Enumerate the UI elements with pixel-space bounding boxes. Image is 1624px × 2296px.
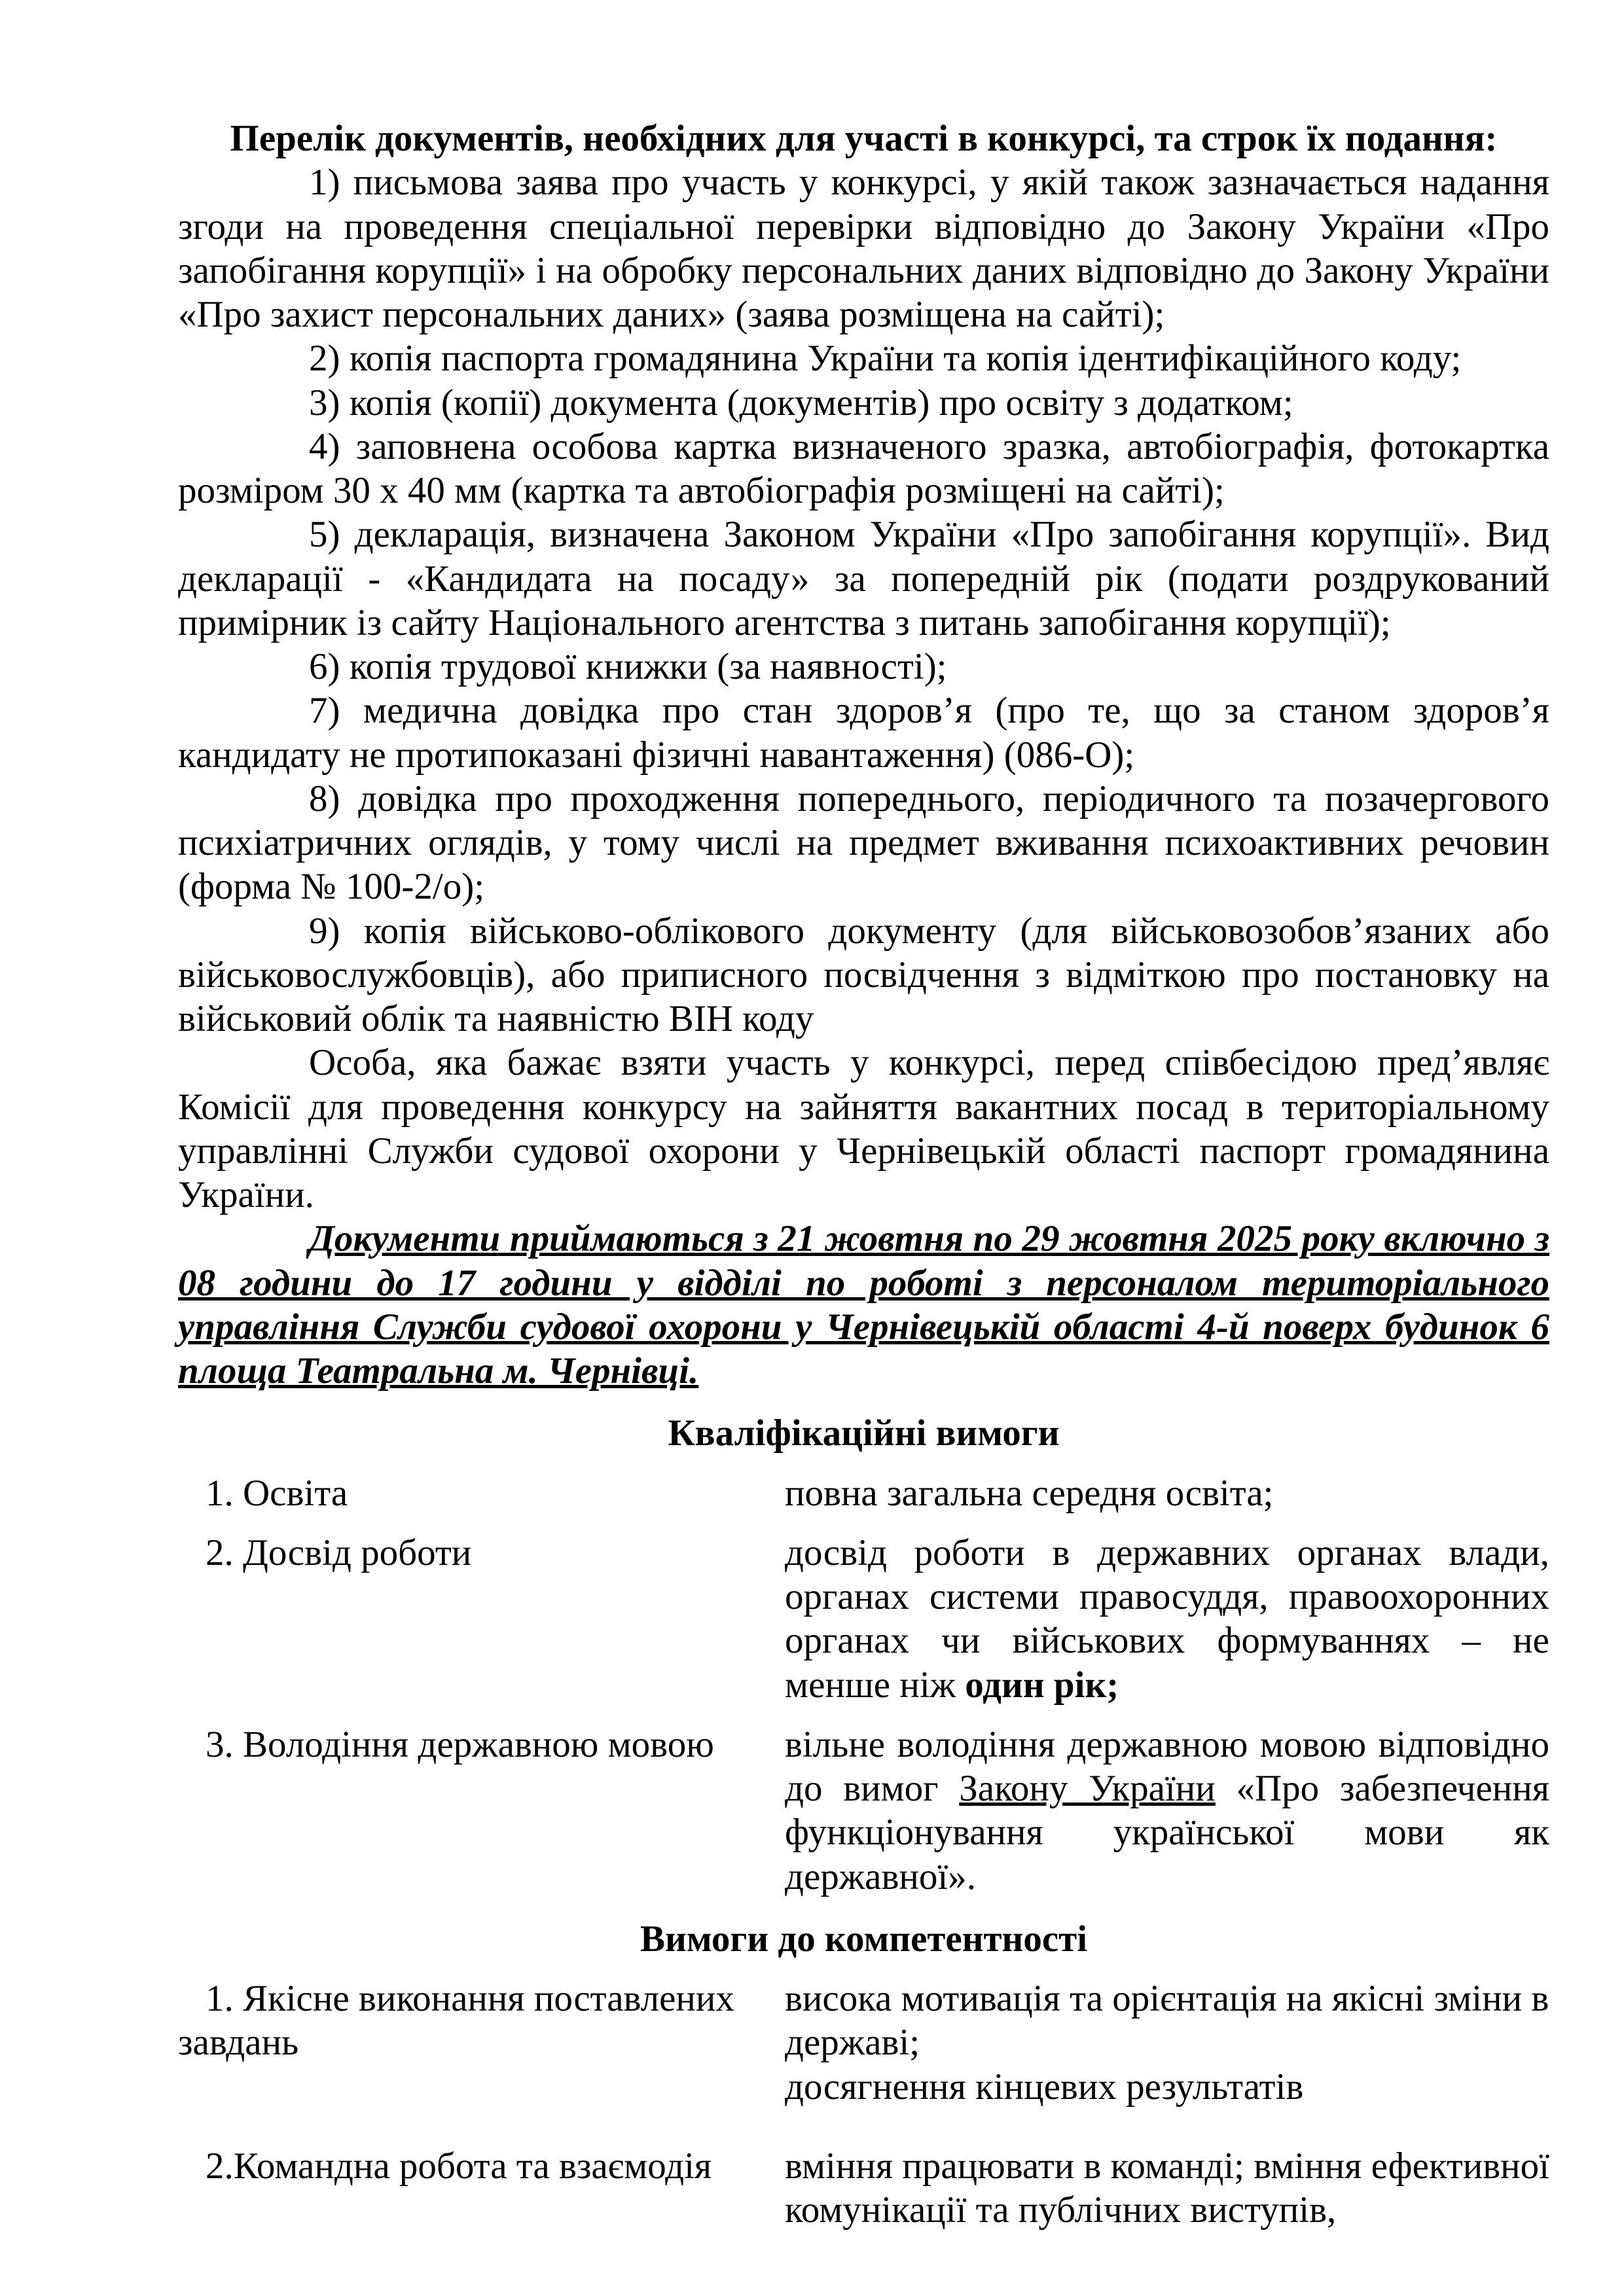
document-title: Перелік документів, необхідних для участі в конкурсі, та строк їх подання: xyxy=(230,118,1498,159)
requirement-value: вміння працювати в команді; вміння ефективної комунікації та публічних виступів, xyxy=(785,2145,1549,2231)
paragraph-passport-copy: 2) копія паспорта громадянина України та копія ідентифікаційного коду; xyxy=(309,338,1462,380)
paragraph-work-record: 6) копія трудової книжки (за наявності); xyxy=(309,646,947,687)
requirement-value-bold: один рік; xyxy=(965,1664,1119,1706)
paragraph-personal-card: 4) заповнена особова картка визначеного зразка, автобіографія, фотокартка розміром 30 х 40 мм (картка та автобіографія розміщені на сайті); xyxy=(178,425,1549,511)
requirement-label: 2.Командна робота та взаємодія xyxy=(206,2145,712,2187)
paragraph-medical-certificate: 7) медична довідка про стан здоров’я (про те, що за станом здоров’я кандидату не протипоказані фізичні навантаження) (086-О); xyxy=(178,690,1549,776)
law-reference-underlined: Закону України xyxy=(959,1768,1216,1809)
qualification-row-education xyxy=(178,1471,1549,1515)
requirement-value-text: досвід роботи в державних органах влади, органах системи правосуддя, правоохоронних органах чи військових формуваннях – не менше ніж xyxy=(785,1532,1549,1706)
paragraph-interview-note: Особа, яка бажає взяти участь у конкурсі, перед співбесідою пред’являє Комісії для проведення конкурсу на зайняття вакантних посад в територіальному управлінні Служби судової охорони у Чернівецькій області паспорт громадянина України. xyxy=(178,1042,1549,1215)
requirement-value xyxy=(785,1531,1549,1707)
requirement-value: повна загальна середня освіта; xyxy=(785,1472,1274,1514)
qualification-row-experience xyxy=(178,1531,1549,1707)
requirement-label: 2. Досвід роботи xyxy=(206,1532,472,1573)
requirement-value-text: вільне володіння державною мовою відповідно до вимог xyxy=(785,1723,1549,1809)
competency-heading: Вимоги до компетентності xyxy=(640,1918,1088,1960)
requirement-value xyxy=(785,1723,1549,1899)
requirement-value xyxy=(785,1977,1549,2109)
requirement-label: 3. Володіння державною мовою xyxy=(206,1723,714,1765)
competency-value-line: досягнення кінцевих результатів xyxy=(785,2066,1304,2108)
competency-value-line: висока мотивація та орієнтація на якісні зміни в державі; xyxy=(785,1978,1549,2064)
requirement-label: 1. Якісне виконання поставлених завдань xyxy=(178,1978,734,2064)
paragraph-education-copy: 3) копія (копії) документа (документів) про освіту з додатком; xyxy=(309,382,1293,423)
paragraph-military-document: 9) копія військово-облікового документу (для військовозобов’язаних або військовослужбовців), або приписного посвідчення з відміткою про постановку на військовий облік та наявністю ВІН коду xyxy=(178,910,1549,1039)
paragraph-written-application: 1) письмова заява про участь у конкурсі, у якій також зазначається надання згоди на проведення спеціальної перевірки відповідно до Закону України «Про запобігання корупції» і на обробку персональних даних відповідно до Закону України «Про захист персональних даних» (заява розміщена на сайті); xyxy=(178,162,1549,335)
competency-row-quality-execution xyxy=(178,1977,1549,2109)
requirement-label: 1. Освіта xyxy=(206,1472,348,1514)
qualification-row-language xyxy=(178,1723,1549,1899)
requirement-value-after: «Про забезпечення функціонування української мови як державної». xyxy=(785,1768,1549,1897)
paragraph-psychiatric-certificate: 8) довідка про проходження попереднього, періодичного та позачергового психіатричних оглядів, у тому числі на предмет вживання психоактивних речовин (форма № 100-2/о); xyxy=(178,778,1549,908)
paragraph-declaration: 5) декларація, визначена Законом України «Про запобігання корупції». Вид декларації - «Кандидата на посаду» за попередній рік (подати роздрукований примірник із сайту Національного агентства з питань запобігання корупції); xyxy=(178,514,1549,643)
qualification-heading: Кваліфікаційні вимоги xyxy=(668,1412,1060,1454)
deadline-notice: Документи приймаються з 21 жовтня по 29 жовтня 2025 року включно з 08 години до 17 години у відділі по роботі з персоналом територіального управління Служби судової охорони у Чернівецькій області 4-й поверх будинок 6 площа Театральна м. Чернівці. xyxy=(178,1218,1549,1391)
competency-row-teamwork xyxy=(178,2144,1549,2233)
